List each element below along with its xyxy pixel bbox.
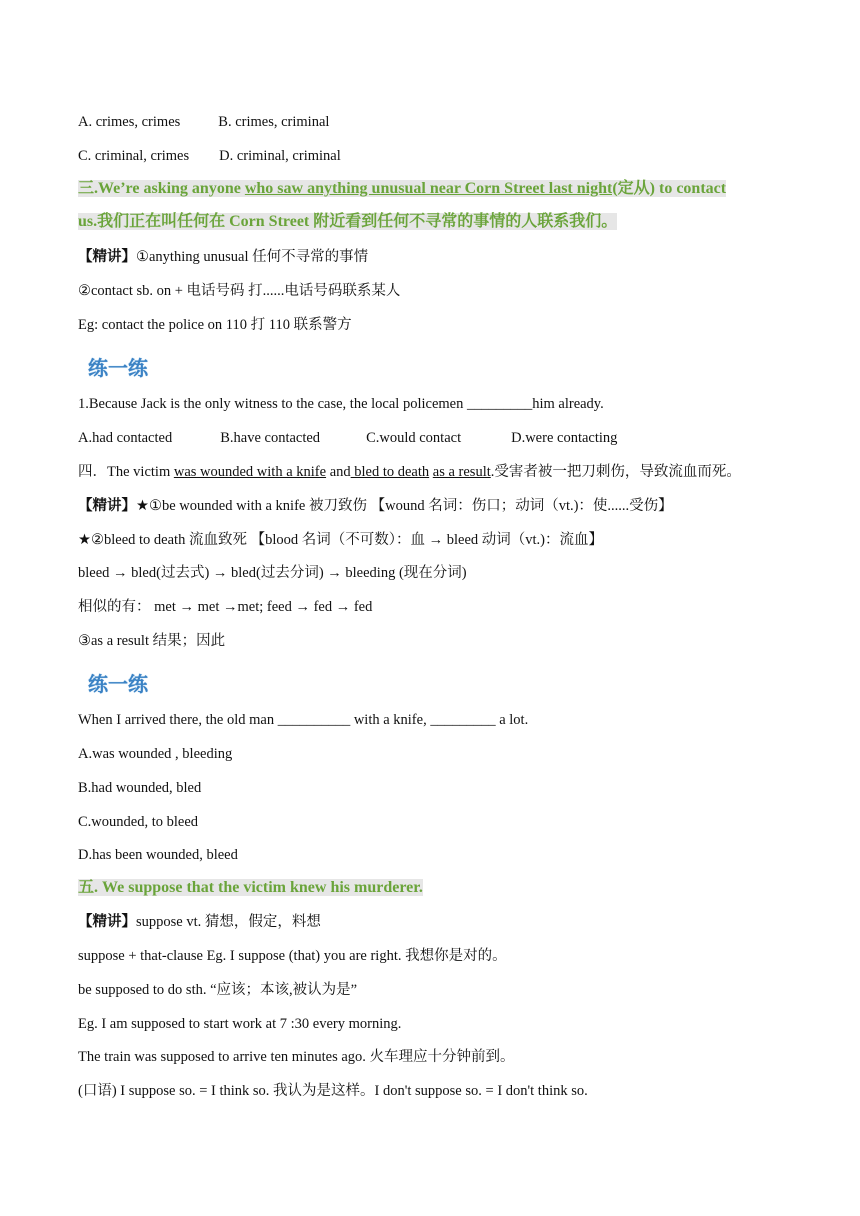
practice1-option-b: B.have contacted <box>220 430 321 446</box>
section3-suffix: (定从) to contact <box>612 180 727 197</box>
practice1-option-a: A.had contacted <box>78 430 173 446</box>
practice1-question: 1.Because Jack is the only witness to the case, the local policemen _________him already. <box>78 396 604 412</box>
practice2-option-b: B.had wounded, bled <box>78 780 202 796</box>
section4-phrase-result: as a result <box>432 464 491 480</box>
jingjiang-label: 【精讲】 <box>78 249 136 265</box>
practice2-option-d: D.has been wounded, bleed <box>78 847 238 863</box>
practice2-question: When I arrived there, the old man __________ with a knife, _________ a lot. <box>78 712 529 728</box>
section3-explanation <box>78 247 368 267</box>
section5-point1: suppose vt. 猜想，假定，料想 <box>136 914 321 930</box>
section3-point2: ②contact sb. on + 电话号码 打......电话号码联系某人 <box>78 283 401 299</box>
option-d: D. criminal, criminal <box>219 148 341 164</box>
section4-heading <box>78 462 741 482</box>
practice2-option-a: A.was wounded , bleeding <box>78 746 233 762</box>
section3-clause: who saw anything unusual near Corn Street last night <box>244 180 613 197</box>
section5-line4: The train was supposed to arrive ten minutes ago. 火车理应十分钟前到。 <box>78 1049 515 1065</box>
section4-point1: ★①be wounded with a knife 被刀致伤 【wound 名词：伤口；动词（vt.)：使......受伤】 <box>136 498 673 514</box>
section5-title: 五. We suppose that the victim knew his murderer. <box>78 879 423 896</box>
section4-prefix: 四．The victim <box>78 464 174 480</box>
section5-line2: be supposed to do sth. “应该；本该,被认为是” <box>78 982 358 998</box>
practice1-option-d: D.were contacting <box>511 430 618 446</box>
section3-point1: ①anything unusual 任何不寻常的事情 <box>136 249 369 265</box>
section4-similar: 相似的有： met → met →met; feed → fed → fed <box>78 599 373 615</box>
section4-and: and <box>326 464 351 480</box>
jingjiang-label: 【精讲】 <box>78 914 136 930</box>
practice-title-2: 练一练 <box>88 672 148 696</box>
section4-phrase-bled: bled to death <box>350 464 430 480</box>
section5-heading <box>78 878 423 898</box>
practice-title-1: 练一练 <box>88 356 148 380</box>
options-row-cd <box>78 146 341 166</box>
option-a: A. crimes, crimes <box>78 114 181 130</box>
section3-heading <box>78 179 726 199</box>
section4-translation: .受害者被一把刀刺伤，导致流血而死。 <box>490 464 741 480</box>
section5-line1: suppose + that-clause Eg. I suppose (that) you are right. 我想你是对的。 <box>78 948 507 964</box>
section5-explanation <box>78 912 321 932</box>
section4-point3: ③as a result 结果；因此 <box>78 633 226 649</box>
option-b: B. crimes, criminal <box>218 114 330 130</box>
practice1-option-c: C.would contact <box>366 430 462 446</box>
option-c: C. criminal, crimes <box>78 148 190 164</box>
practice2-option-c: C.wounded, to bleed <box>78 814 199 830</box>
section5-line3: Eg. I am supposed to start work at 7 :30 every morning. <box>78 1016 402 1032</box>
section5-line5: (口语) I suppose so. = I think so. 我认为是这样。I don't suppose so. = I don't think so. <box>78 1083 588 1099</box>
options-row-ab <box>78 112 329 132</box>
section4-forms: bleed → bled(过去式) → bled(过去分词) → bleeding (现在分词) <box>78 565 467 581</box>
section3-translation: us.我们正在叫任何在 Corn Street 附近看到任何不寻常的事情的人联系我们。 <box>78 213 618 230</box>
practice1-options <box>78 428 617 448</box>
section4-explanation <box>78 496 673 516</box>
section3-prefix: 三.We’re asking anyone <box>78 180 245 197</box>
jingjiang-label: 【精讲】 <box>78 498 136 514</box>
section4-point2: ★②bleed to death 流血致死 【blood 名词（不可数）：血 → bleed 动词（vt.)：流血】 <box>78 532 603 548</box>
section3-heading-line2 <box>78 212 617 232</box>
section4-phrase-wounded: was wounded with a knife <box>173 464 327 480</box>
section3-example: Eg: contact the police on 110 打 110 联系警方 <box>78 317 352 333</box>
